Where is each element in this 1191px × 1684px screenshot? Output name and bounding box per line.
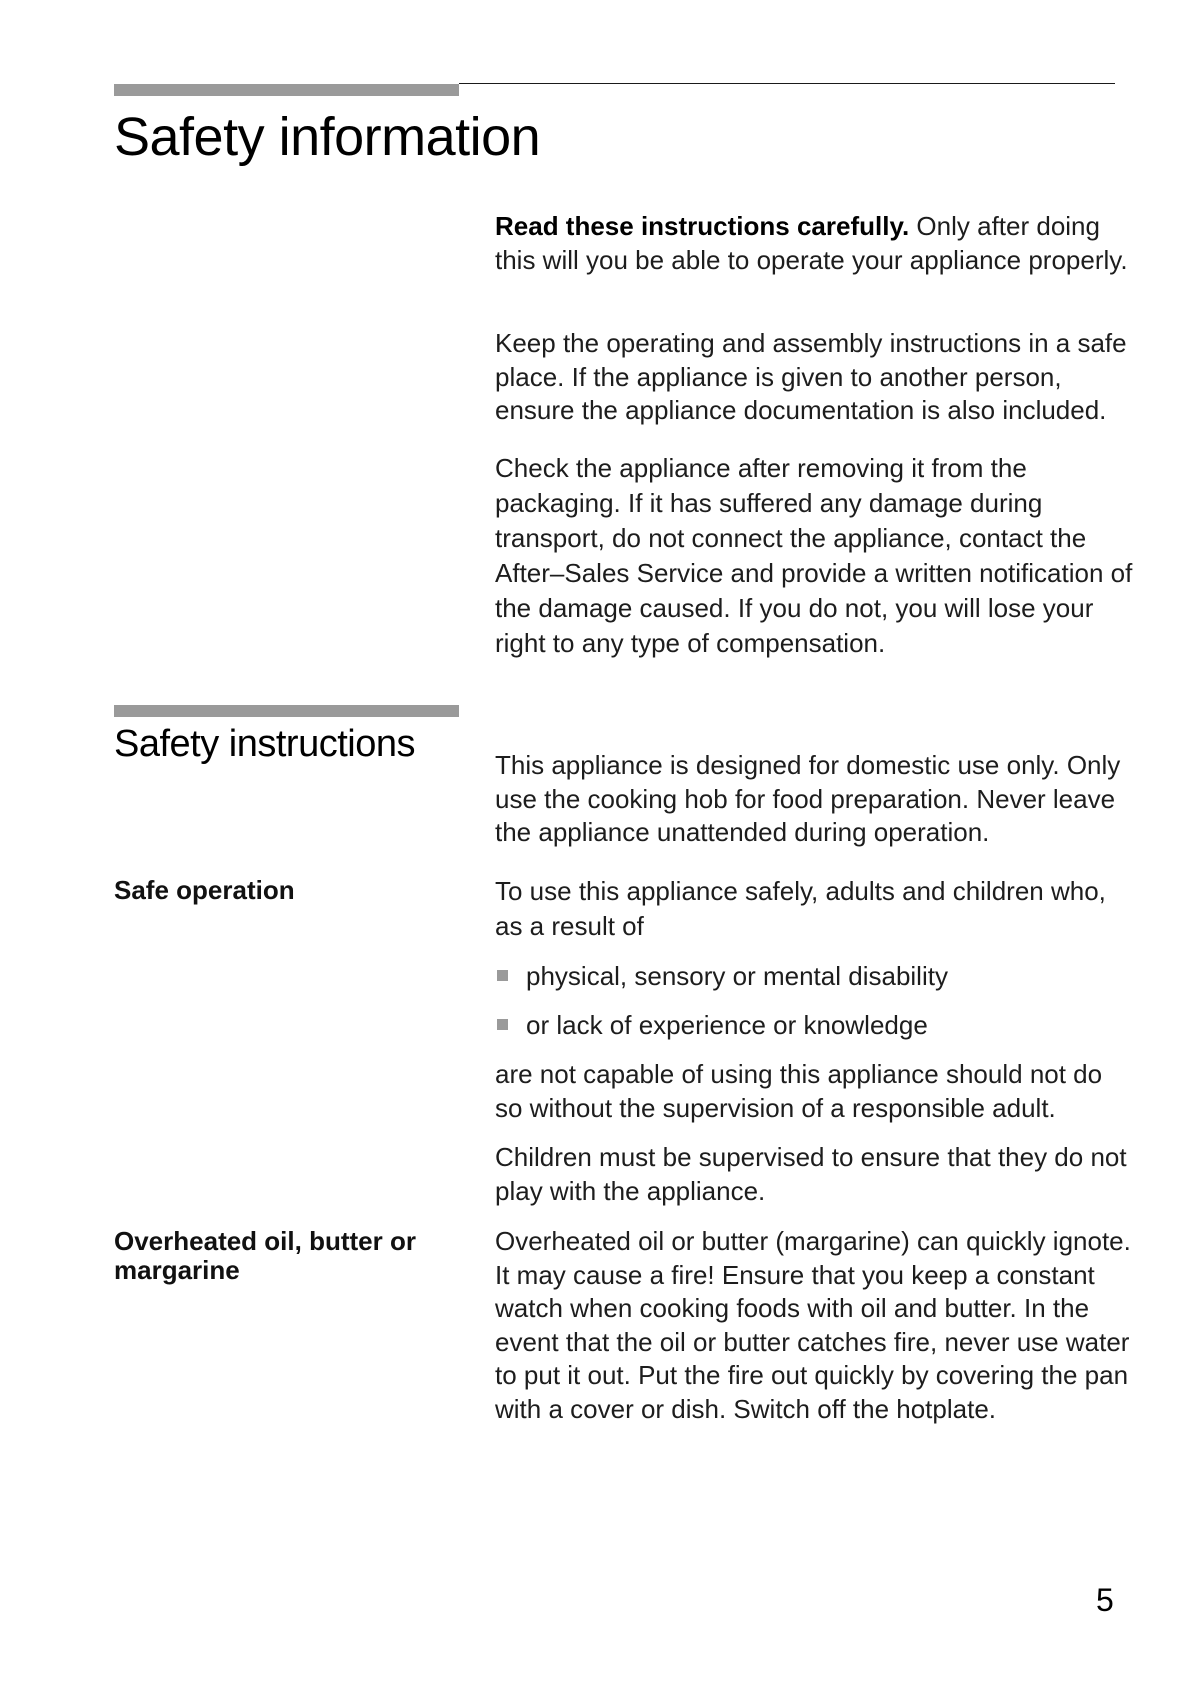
list-item <box>497 960 948 993</box>
header-thick-rule <box>114 84 459 96</box>
side-label-overheated-oil: Overheated oil, butter or margarine <box>114 1226 416 1285</box>
page-title: Safety information <box>114 107 541 167</box>
intro-rest: Only after doing this will you be able to operate your appliance properly. <box>495 211 1128 275</box>
safe-operation-paragraph-3: Children must be supervised to ensure that they do not play with the appliance. <box>495 1142 1127 1206</box>
safe-operation-paragraph-1: To use this appliance safely, adults and children who, as a result of <box>495 876 1106 941</box>
intro-bold-lead: Read these instructions carefully. <box>495 211 910 241</box>
section-heading-safety-instructions: Safety instructions <box>114 723 415 765</box>
list-item-text: or lack of experience or knowledge <box>526 1010 928 1040</box>
safety-instructions-paragraph: This appliance is designed for domestic use only. Only use the cooking hob for food preparation. Never leave the appliance unattended during operation. <box>495 750 1121 847</box>
intro-paragraph-2: Keep the operating and assembly instructions in a safe place. If the appliance is given to another person, ensure the appliance documentation is also included. <box>495 328 1127 425</box>
bullet-square-icon <box>497 970 508 981</box>
list-item <box>497 1009 928 1042</box>
side-label-safe-operation: Safe operation <box>114 875 295 905</box>
intro-paragraph-3: Check the appliance after removing it from the packaging. If it has suffered any damage during transport, do not connect the appliance, contact the After–Sales Service and provide a written notification of the damage caused. If you do not, you will lose your right to any type of compensation. <box>495 453 1133 658</box>
section-thick-rule <box>114 705 459 717</box>
list-item-text: physical, sensory or mental disability <box>526 961 948 991</box>
page-number: 5 <box>1096 1582 1114 1618</box>
bullet-square-icon <box>497 1019 508 1030</box>
safe-operation-paragraph-2: are not capable of using this appliance should not do so without the supervision of a responsible adult. <box>495 1059 1103 1123</box>
header-thin-rule <box>459 83 1115 84</box>
overheated-oil-paragraph: Overheated oil or butter (margarine) can quickly ignote. It may cause a fire! Ensure that you keep a constant watch when cooking foods with oil and butter. In the event that the oil or butter catches fire, never use water to put it out. Put the fire out quickly by covering the pan with a cover or dish. Switch off the hotplate. <box>495 1226 1131 1424</box>
intro-paragraph-1 <box>495 210 1135 277</box>
